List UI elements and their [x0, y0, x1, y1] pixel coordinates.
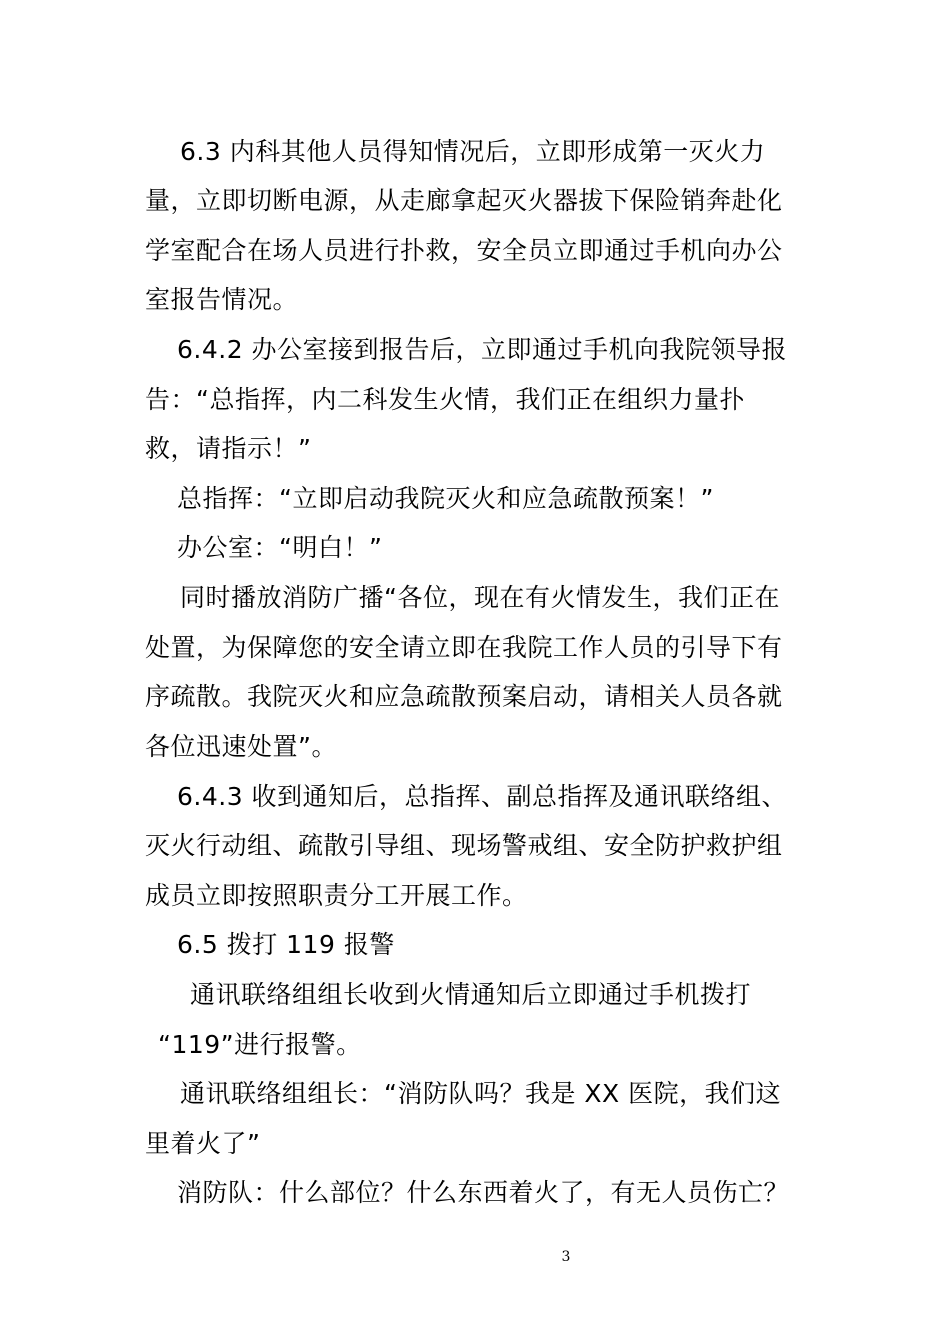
text-line: 消防队：什么部位？什么东西着火了，有无人员伤亡？	[177, 1178, 790, 1207]
text-line: 同时播放消防广播“各位，现在有火情发生，我们正在	[180, 583, 780, 612]
text-line: 办公室：“明白！”	[177, 533, 383, 562]
text-line: 学室配合在场人员进行扑救，安全员立即通过手机向办公	[145, 236, 783, 265]
text-line: 室报告情况。	[145, 285, 299, 314]
text-line: 总指挥：“立即启动我院灭火和应急疏散预案！”	[177, 484, 714, 513]
text-line: “119”进行报警。	[158, 1030, 362, 1059]
text-line: 救，请指示！”	[145, 434, 312, 463]
text-line: 6.4.3 收到通知后，总指挥、副总指挥及通讯联络组、	[177, 782, 788, 811]
text-line: 成员立即按照职责分工开展工作。	[145, 881, 528, 910]
text-line: 灭火行动组、疏散引导组、现场警戒组、安全防护救护组	[145, 831, 783, 860]
text-line: 告：“总指挥，内二科发生火情，我们正在组织力量扑	[145, 385, 745, 414]
text-line: 6.4.2 办公室接到报告后，立即通过手机向我院领导报	[177, 335, 788, 364]
text-line: 里着火了”	[145, 1129, 261, 1158]
text-line: 量，立即切断电源，从走廊拿起灭火器拔下保险销奔赴化	[145, 186, 783, 215]
text-line: 6.5 拨打 119 报警	[177, 930, 395, 959]
text-line: 通讯联络组组长：“消防队吗？我是 XX 医院，我们这	[180, 1079, 782, 1108]
page-number: 3	[561, 1249, 571, 1265]
text-line: 处置，为保障您的安全请立即在我院工作人员的引导下有	[145, 633, 783, 662]
text-line: 各位迅速处置”。	[145, 732, 337, 761]
text-line: 6.3 内科其他人员得知情况后，立即形成第一灭火力	[180, 137, 766, 166]
text-line: 序疏散。我院灭火和应急疏散预案启动，请相关人员各就	[145, 682, 783, 711]
text-line: 通讯联络组组长收到火情通知后立即通过手机拨打	[190, 980, 752, 1009]
